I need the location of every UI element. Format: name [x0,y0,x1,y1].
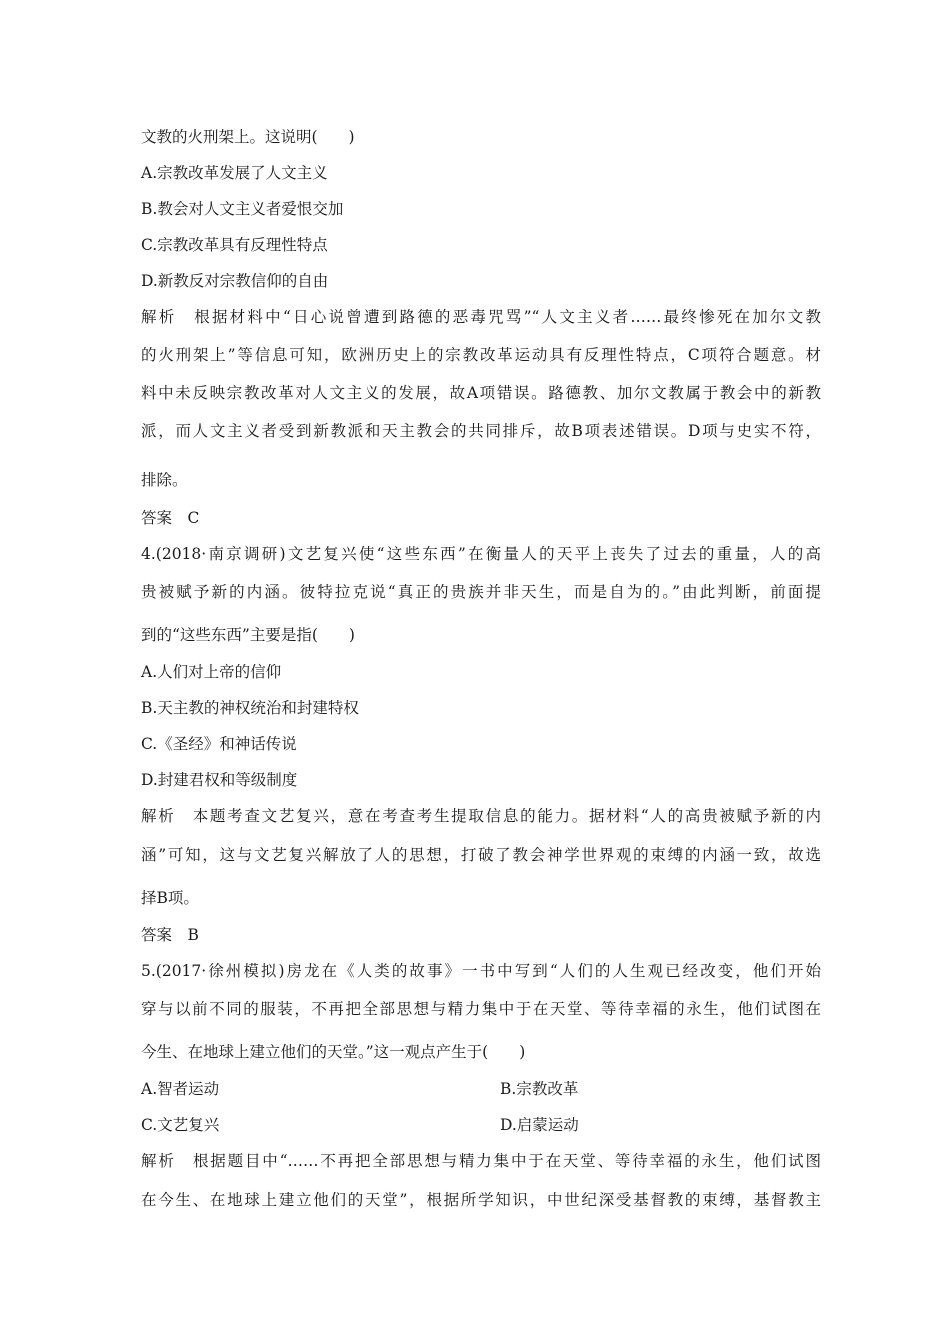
q5-stem-line: 今生、在地球上建立他们的天堂。”这一观点产生于( ) [141,1043,526,1061]
q5-analysis-line: 在今生、在地球上建立他们的天堂”，根据所学知识，中世纪深受基督教的束缚，基督教主 [141,1191,821,1209]
q3-analysis-line: 的火刑架上”等信息可知，欧洲历史上的宗教改革运动具有反理性特点，C项符合题意。材 [141,346,821,364]
q4-analysis-line: 解析 本题考查文艺复兴，意在考查考生提取信息的能力。据材料“人的高贵被赋予新的内 [141,807,821,825]
q4-option-c: C.《圣经》和神话传说 [141,735,297,753]
q3-option-d: D.新教反对宗教信仰的自由 [141,272,329,290]
q5-stem-line: 5.(2017·徐州模拟)房龙在《人类的故事》一书中写到“人们的人生观已经改变，他们开始 [141,962,821,980]
q5-stem-line: 穿与以前不同的服装，不再把全部思想与精力集中于在天堂、等待幸福的永生，他们试图在 [141,1000,821,1018]
q3-answer: 答案 C [141,509,200,527]
q3-option-a: A.宗教改革发展了人文主义 [141,164,328,182]
q3-analysis-line: 排除。 [141,471,188,489]
q5-analysis-line: 解析 根据题目中“……不再把全部思想与精力集中于在天堂、等待幸福的永生，他们试图 [141,1152,821,1170]
q4-analysis-line: 涵”可知，这与文艺复兴解放了人的思想，打破了教会神学世界观的束缚的内涵一致，故选 [141,846,821,864]
q4-stem-line: 贵被赋予新的内涵。彼特拉克说“真正的贵族并非天生，而是自为的。”由此判断，前面提 [141,583,821,601]
q4-option-a: A.人们对上帝的信仰 [141,663,282,681]
q4-answer: 答案 B [141,926,199,944]
q4-stem-line: 4.(2018·南京调研)文艺复兴使“这些东西”在衡量人的天平上丧失了过去的重量，人的高 [141,545,821,563]
q5-option-c: C.文艺复兴 [141,1116,220,1134]
q4-option-d: D.封建君权和等级制度 [141,771,298,789]
q4-stem-line: 到的“这些东西”主要是指( ) [141,626,355,644]
q5-option-d: D.启蒙运动 [500,1116,579,1134]
q3-analysis-line: 解析 根据材料中“日心说曾遭到路德的恶毒咒骂”“人文主义者……最终惨死在加尔文教 [141,308,821,326]
q3-option-c: C.宗教改革具有反理性特点 [141,236,328,254]
q3-option-b: B.教会对人文主义者爱恨交加 [141,200,344,218]
q3-analysis-line: 料中未反映宗教改革对人文主义的发展，故A项错误。路德教、加尔文教属于教会中的新教 [141,384,821,402]
q3-analysis-line: 派，而人文主义者受到新教派和天主教会的共同排斥，故B项表述错误。D项与史实不符， [141,422,821,440]
q5-option-b: B.宗教改革 [500,1080,579,1098]
q4-option-b: B.天主教的神权统治和封建特权 [141,699,359,717]
q5-option-a: A.智者运动 [141,1080,220,1098]
q3-stem-tail: 文教的火刑架上。这说明( ) [141,128,355,146]
q4-analysis-line: 择B项。 [141,889,199,907]
